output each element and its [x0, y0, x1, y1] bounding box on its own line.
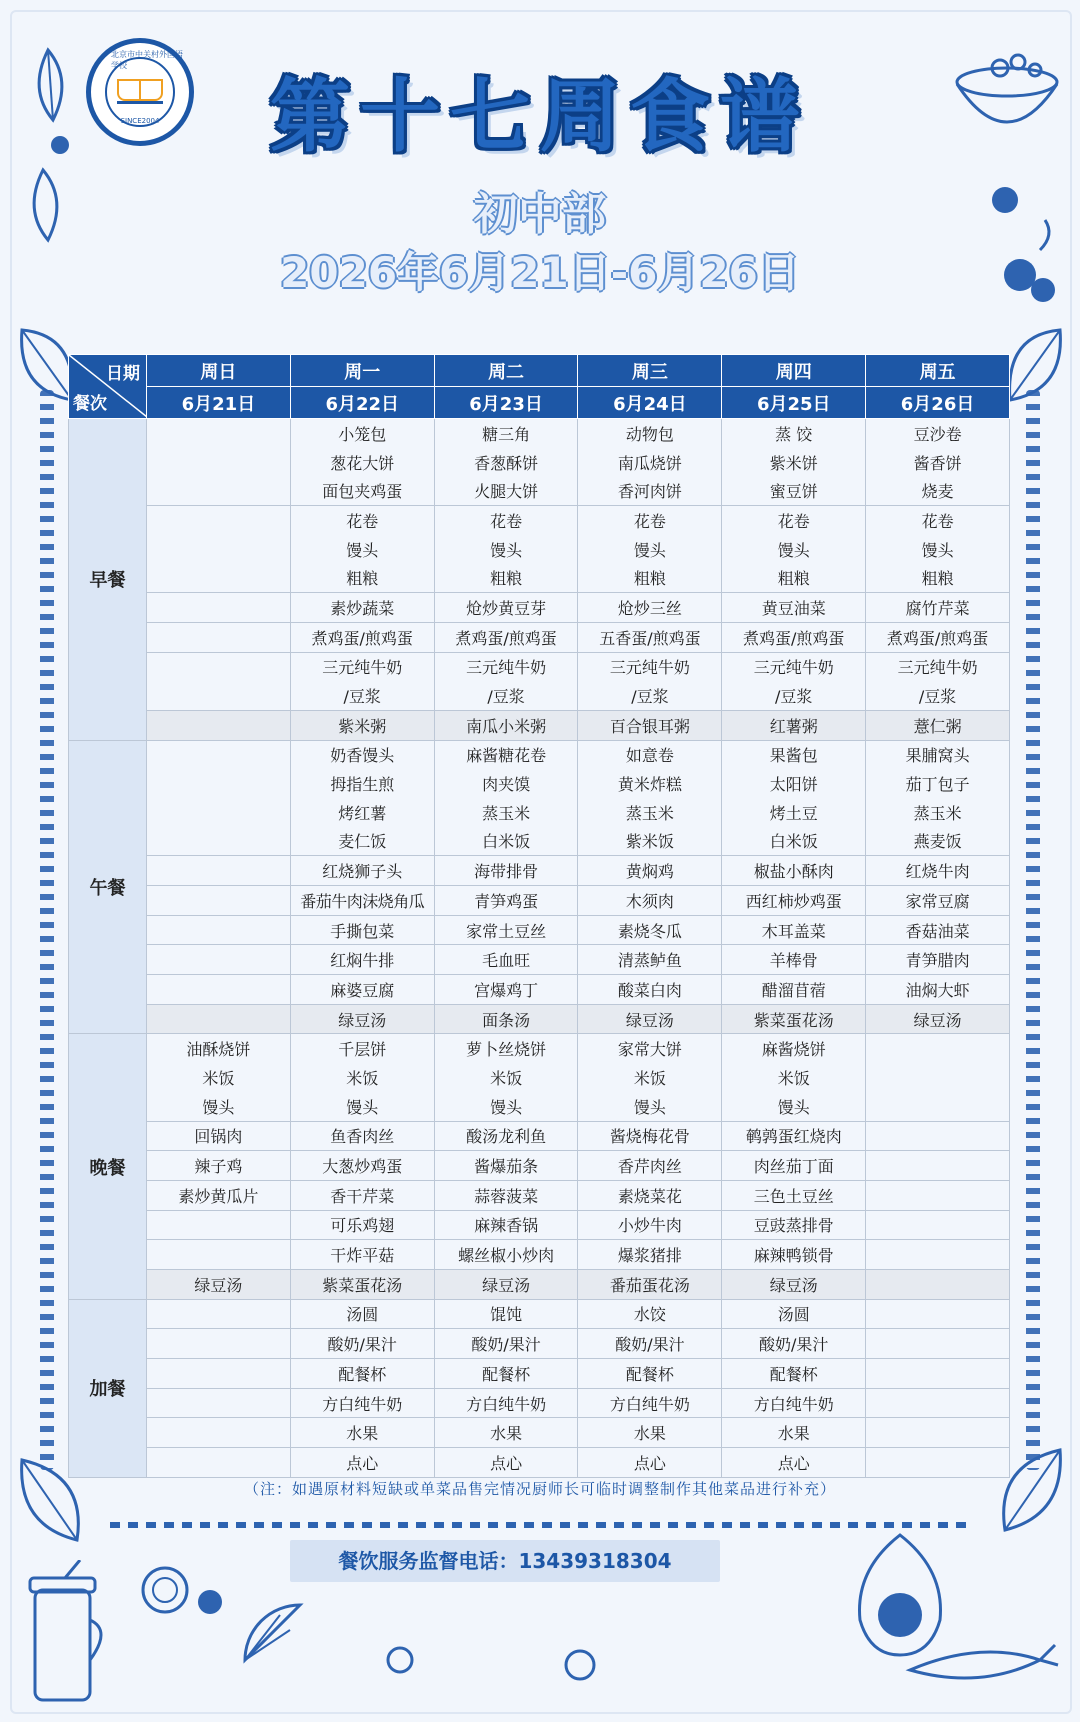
menu-cell — [866, 1210, 1010, 1240]
menu-cell — [147, 1210, 291, 1240]
menu-cell: 葱花大饼 — [290, 448, 434, 477]
menu-cell: 烤红薯 — [290, 798, 434, 827]
menu-cell — [147, 448, 291, 477]
menu-cell: 方白纯牛奶 — [290, 1388, 434, 1418]
menu-cell: 小笼包 — [290, 419, 434, 448]
menu-cell: 毛血旺 — [434, 945, 578, 975]
menu-cell — [147, 506, 291, 535]
menu-cell: 肉丝茄丁面 — [722, 1151, 866, 1181]
table-row — [69, 1063, 1010, 1092]
menu-cell: 千层饼 — [290, 1034, 434, 1063]
menu-cell — [866, 1359, 1010, 1389]
menu-cell: 馄饨 — [434, 1299, 578, 1329]
menu-cell — [147, 886, 291, 916]
menu-cell: 三元纯牛奶 — [578, 652, 722, 681]
menu-cell: 酸奶/果汁 — [290, 1329, 434, 1359]
menu-table — [68, 354, 1010, 1478]
menu-cell: 红薯粥 — [722, 710, 866, 740]
table-row — [69, 1092, 1010, 1121]
menu-cell: 五香蛋/煎鸡蛋 — [578, 622, 722, 652]
menu-cell: 清蒸鲈鱼 — [578, 945, 722, 975]
menu-cell: 花卷 — [578, 506, 722, 535]
menu-cell: 麻婆豆腐 — [290, 975, 434, 1005]
menu-cell: 蜜豆饼 — [722, 476, 866, 505]
menu-cell — [147, 740, 291, 769]
table-row — [69, 915, 1010, 945]
table-row — [69, 1121, 1010, 1151]
menu-cell: 酱烧梅花骨 — [578, 1121, 722, 1151]
menu-cell: 紫米饭 — [578, 827, 722, 856]
day-header: 周二 — [434, 355, 578, 387]
menu-cell: 蒸 饺 — [722, 419, 866, 448]
table-row — [69, 476, 1010, 505]
menu-cell — [866, 1063, 1010, 1092]
menu-cell: 茄丁包子 — [866, 769, 1010, 798]
menu-cell: 红焖牛排 — [290, 945, 434, 975]
menu-cell: 三元纯牛奶 — [866, 652, 1010, 681]
cucumber-icon — [140, 1560, 230, 1620]
menu-cell: 白米饭 — [722, 827, 866, 856]
menu-cell: 配餐杯 — [722, 1359, 866, 1389]
table-row — [69, 1034, 1010, 1063]
page-title: 第十七周食谱 — [270, 70, 810, 163]
menu-cell: 煮鸡蛋/煎鸡蛋 — [722, 622, 866, 652]
table-row — [69, 681, 1010, 710]
menu-cell: 花卷 — [722, 506, 866, 535]
menu-cell: 馒头 — [434, 1092, 578, 1121]
menu-cell: 馒头 — [147, 1092, 291, 1121]
menu-cell — [866, 1299, 1010, 1329]
menu-cell: 水果 — [290, 1418, 434, 1448]
menu-cell: 豆豉蒸排骨 — [722, 1210, 866, 1240]
menu-cell: 炝炒三丝 — [578, 593, 722, 623]
menu-cell — [866, 1034, 1010, 1063]
menu-cell — [147, 915, 291, 945]
menu-cell: 香葱酥饼 — [434, 448, 578, 477]
menu-cell: 素炒黄瓜片 — [147, 1180, 291, 1210]
menu-cell: 米饭 — [434, 1063, 578, 1092]
menu-cell — [147, 798, 291, 827]
menu-cell: 家常豆腐 — [866, 886, 1010, 916]
menu-cell — [147, 593, 291, 623]
menu-cell: 花卷 — [290, 506, 434, 535]
menu-cell: 香干芹菜 — [290, 1180, 434, 1210]
menu-cell — [866, 1418, 1010, 1448]
menu-cell — [147, 1448, 291, 1478]
menu-cell: 百合银耳粥 — [578, 710, 722, 740]
menu-cell: 拇指生煎 — [290, 769, 434, 798]
menu-cell: 粗粮 — [866, 563, 1010, 592]
table-row — [69, 798, 1010, 827]
menu-cell: 萝卜丝烧饼 — [434, 1034, 578, 1063]
menu-cell: 薏仁粥 — [866, 710, 1010, 740]
menu-cell: 青笋鸡蛋 — [434, 886, 578, 916]
menu-cell: 辣子鸡 — [147, 1151, 291, 1181]
carrot-icon — [900, 1630, 1060, 1700]
menu-cell — [147, 1004, 291, 1034]
meal-label: 晚餐 — [69, 1034, 147, 1299]
menu-cell — [147, 1359, 291, 1389]
menu-cell: 馒头 — [434, 535, 578, 564]
page-subtitle: 初中部 — [474, 189, 606, 240]
date-header: 6月26日 — [866, 387, 1010, 419]
footnote: （注：如遇原材料短缺或单菜品售完情况厨师长可临时调整制作其他菜品进行补充） — [243, 1480, 836, 1498]
menu-cell: 麻辣香锅 — [434, 1210, 578, 1240]
menu-cell: 大葱炒鸡蛋 — [290, 1151, 434, 1181]
date-header-row — [69, 387, 1010, 419]
menu-cell: 煮鸡蛋/煎鸡蛋 — [290, 622, 434, 652]
menu-cell: 香芹肉丝 — [578, 1151, 722, 1181]
menu-cell: 宫爆鸡丁 — [434, 975, 578, 1005]
menu-cell: 红烧狮子头 — [290, 856, 434, 886]
menu-cell: 肉夹馍 — [434, 769, 578, 798]
right-wave-border — [1026, 390, 1040, 1470]
menu-cell: 红烧牛肉 — [866, 856, 1010, 886]
menu-cell — [147, 652, 291, 681]
menu-cell: 酸奶/果汁 — [434, 1329, 578, 1359]
table-row — [69, 1269, 1010, 1299]
date-header: 6月24日 — [578, 387, 722, 419]
menu-cell: 配餐杯 — [290, 1359, 434, 1389]
table-row — [69, 1210, 1010, 1240]
meal-label: 早餐 — [69, 419, 147, 741]
menu-cell — [866, 1240, 1010, 1270]
menu-cell: 麻酱糖花卷 — [434, 740, 578, 769]
menu-cell — [866, 1180, 1010, 1210]
table-row — [69, 827, 1010, 856]
logo-since: SINCE2004 — [120, 117, 160, 125]
menu-cell — [147, 681, 291, 710]
menu-cell: 粗粮 — [290, 563, 434, 592]
menu-cell — [147, 419, 291, 448]
logo-ring-text: 北京市中关村外国语学校 — [111, 50, 183, 70]
menu-cell: 鹌鹑蛋红烧肉 — [722, 1121, 866, 1151]
menu-cell: 素烧冬瓜 — [578, 915, 722, 945]
menu-cell: 酸汤龙利鱼 — [434, 1121, 578, 1151]
table-row — [69, 1388, 1010, 1418]
menu-cell: 米饭 — [290, 1063, 434, 1092]
menu-cell — [147, 535, 291, 564]
menu-cell: 紫菜蛋花汤 — [290, 1269, 434, 1299]
menu-cell: 糖三角 — [434, 419, 578, 448]
menu-cell: 米饭 — [722, 1063, 866, 1092]
left-wave-border — [40, 390, 54, 1470]
menu-cell: 馒头 — [578, 1092, 722, 1121]
menu-cell: 回锅肉 — [147, 1121, 291, 1151]
menu-cell: 西红柿炒鸡蛋 — [722, 886, 866, 916]
menu-cell: 三元纯牛奶 — [290, 652, 434, 681]
menu-cell — [147, 1329, 291, 1359]
menu-cell: 煮鸡蛋/煎鸡蛋 — [866, 622, 1010, 652]
menu-cell: 番茄蛋花汤 — [578, 1269, 722, 1299]
menu-cell: 绿豆汤 — [147, 1269, 291, 1299]
menu-cell: 粗粮 — [722, 563, 866, 592]
menu-cell: 三元纯牛奶 — [434, 652, 578, 681]
menu-cell: 南瓜小米粥 — [434, 710, 578, 740]
menu-cell: 酸菜白肉 — [578, 975, 722, 1005]
menu-cell: 火腿大饼 — [434, 476, 578, 505]
menu-cell: 南瓜烧饼 — [578, 448, 722, 477]
menu-cell — [147, 975, 291, 1005]
menu-cell — [147, 769, 291, 798]
menu-cell: 炝炒黄豆芽 — [434, 593, 578, 623]
menu-cell: 水果 — [578, 1418, 722, 1448]
menu-cell: 紫米粥 — [290, 710, 434, 740]
menu-cell: 馒头 — [578, 535, 722, 564]
menu-cell: 方白纯牛奶 — [434, 1388, 578, 1418]
table-row — [69, 593, 1010, 623]
menu-cell: 馒头 — [722, 1092, 866, 1121]
table-row — [69, 1359, 1010, 1389]
menu-cell: 木须肉 — [578, 886, 722, 916]
menu-cell: 素烧菜花 — [578, 1180, 722, 1210]
menu-cell: 麻酱烧饼 — [722, 1034, 866, 1063]
menu-cell — [147, 710, 291, 740]
menu-cell — [147, 1388, 291, 1418]
menu-cell: 燕麦饭 — [866, 827, 1010, 856]
menu-cell: 馒头 — [290, 1092, 434, 1121]
menu-cell: 木耳盖菜 — [722, 915, 866, 945]
menu-cell: 汤圆 — [290, 1299, 434, 1329]
date-header: 6月23日 — [434, 387, 578, 419]
menu-cell: 小炒牛肉 — [578, 1210, 722, 1240]
menu-cell: /豆浆 — [434, 681, 578, 710]
menu-cell: /豆浆 — [290, 681, 434, 710]
table-row — [69, 740, 1010, 769]
menu-cell: 面条汤 — [434, 1004, 578, 1034]
menu-cell: 螺丝椒小炒肉 — [434, 1240, 578, 1270]
menu-cell: 手撕包菜 — [290, 915, 434, 945]
menu-cell: 方白纯牛奶 — [578, 1388, 722, 1418]
menu-cell: 动物包 — [578, 419, 722, 448]
date-header: 6月21日 — [147, 387, 291, 419]
table-row — [69, 652, 1010, 681]
table-row — [69, 769, 1010, 798]
menu-cell: 果脯窝头 — [866, 740, 1010, 769]
menu-cell: /豆浆 — [578, 681, 722, 710]
menu-cell — [147, 1299, 291, 1329]
menu-cell — [147, 1418, 291, 1448]
menu-body — [69, 419, 1010, 1478]
menu-cell: 配餐杯 — [578, 1359, 722, 1389]
menu-cell: 蒸玉米 — [434, 798, 578, 827]
menu-cell: 馒头 — [290, 535, 434, 564]
day-header: 周四 — [722, 355, 866, 387]
menu-cell: 烧麦 — [866, 476, 1010, 505]
meal-label: 午餐 — [69, 740, 147, 1034]
menu-cell: 奶香馒头 — [290, 740, 434, 769]
menu-cell: 蒸玉米 — [578, 798, 722, 827]
menu-cell: 米饭 — [578, 1063, 722, 1092]
menu-cell — [866, 1151, 1010, 1181]
menu-cell: 绿豆汤 — [866, 1004, 1010, 1034]
menu-cell — [147, 856, 291, 886]
menu-cell — [866, 1448, 1010, 1478]
menu-cell: 水果 — [722, 1418, 866, 1448]
menu-cell: 爆浆猪排 — [578, 1240, 722, 1270]
menu-cell: 三元纯牛奶 — [722, 652, 866, 681]
menu-cell: 白米饭 — [434, 827, 578, 856]
table-row — [69, 1448, 1010, 1478]
menu-cell: 点心 — [290, 1448, 434, 1478]
table-row — [69, 448, 1010, 477]
menu-cell: 麻辣鸭锁骨 — [722, 1240, 866, 1270]
menu-cell: 油酥烧饼 — [147, 1034, 291, 1063]
menu-cell: /豆浆 — [866, 681, 1010, 710]
menu-cell: 三色土豆丝 — [722, 1180, 866, 1210]
menu-cell: 绿豆汤 — [290, 1004, 434, 1034]
day-header-row — [69, 355, 1010, 387]
table-row — [69, 535, 1010, 564]
menu-cell: 家常大饼 — [578, 1034, 722, 1063]
menu-cell: 番茄牛肉沫烧角瓜 — [290, 886, 434, 916]
table-row — [69, 945, 1010, 975]
menu-cell: 香菇油菜 — [866, 915, 1010, 945]
menu-cell: 油焖大虾 — [866, 975, 1010, 1005]
menu-cell: 椒盐小酥肉 — [722, 856, 866, 886]
menu-cell: 绿豆汤 — [722, 1269, 866, 1299]
bottom-wave-border — [110, 1522, 970, 1528]
table-row — [69, 1329, 1010, 1359]
menu-cell: 豆沙卷 — [866, 419, 1010, 448]
table-row — [69, 419, 1010, 448]
date-range: 2026年6月21日-6月26日 — [280, 248, 800, 297]
table-row — [69, 1151, 1010, 1181]
menu-cell: 紫菜蛋花汤 — [722, 1004, 866, 1034]
menu-cell: 海带排骨 — [434, 856, 578, 886]
corner-meal-label: 餐次 — [73, 394, 107, 414]
menu-cell: 酸奶/果汁 — [722, 1329, 866, 1359]
menu-cell: 香河肉饼 — [578, 476, 722, 505]
menu-cell: 酱香饼 — [866, 448, 1010, 477]
menu-cell: 干炸平菇 — [290, 1240, 434, 1270]
menu-cell — [866, 1121, 1010, 1151]
menu-cell — [866, 1388, 1010, 1418]
table-row — [69, 1180, 1010, 1210]
menu-cell: 点心 — [434, 1448, 578, 1478]
menu-cell — [866, 1269, 1010, 1299]
menu-cell: 紫米饼 — [722, 448, 866, 477]
table-row — [69, 1004, 1010, 1034]
menu-cell: 如意卷 — [578, 740, 722, 769]
menu-cell: 黄焖鸡 — [578, 856, 722, 886]
day-header: 周三 — [578, 355, 722, 387]
day-header: 周五 — [866, 355, 1010, 387]
menu-cell: 家常土豆丝 — [434, 915, 578, 945]
menu-cell: 点心 — [578, 1448, 722, 1478]
table-row — [69, 1299, 1010, 1329]
table-row — [69, 1418, 1010, 1448]
lemon-icon — [240, 1600, 310, 1670]
menu-cell: 素炒蔬菜 — [290, 593, 434, 623]
menu-cell — [866, 1329, 1010, 1359]
corner-date-label: 日期 — [106, 364, 140, 384]
blueberry-icon — [380, 1625, 620, 1695]
menu-cell: 果酱包 — [722, 740, 866, 769]
menu-cell: 烤土豆 — [722, 798, 866, 827]
menu-cell: 蒜蓉菠菜 — [434, 1180, 578, 1210]
menu-cell: 馒头 — [866, 535, 1010, 564]
menu-cell: 花卷 — [866, 506, 1010, 535]
table-row — [69, 710, 1010, 740]
menu-cell — [147, 563, 291, 592]
table-row — [69, 975, 1010, 1005]
menu-cell: 黄米炸糕 — [578, 769, 722, 798]
meal-label: 加餐 — [69, 1299, 147, 1477]
menu-cell: 绿豆汤 — [578, 1004, 722, 1034]
menu-cell — [866, 1092, 1010, 1121]
day-header: 周一 — [290, 355, 434, 387]
date-header: 6月25日 — [722, 387, 866, 419]
corner-header — [69, 355, 147, 419]
table-row — [69, 622, 1010, 652]
menu-cell: 粗粮 — [578, 563, 722, 592]
menu-cell: 蒸玉米 — [866, 798, 1010, 827]
service-hotline: 餐饮服务监督电话：13439318304 — [290, 1540, 720, 1582]
menu-cell — [147, 476, 291, 505]
menu-cell: 绿豆汤 — [434, 1269, 578, 1299]
menu-cell: 花卷 — [434, 506, 578, 535]
menu-cell: 鱼香肉丝 — [290, 1121, 434, 1151]
menu-cell: 点心 — [722, 1448, 866, 1478]
menu-cell: 馒头 — [722, 535, 866, 564]
menu-cell: 青笋腊肉 — [866, 945, 1010, 975]
menu-cell: 水饺 — [578, 1299, 722, 1329]
menu-cell: 太阳饼 — [722, 769, 866, 798]
menu-cell: 醋溜苜蓿 — [722, 975, 866, 1005]
menu-cell: 水果 — [434, 1418, 578, 1448]
table-row — [69, 506, 1010, 535]
menu-cell: 煮鸡蛋/煎鸡蛋 — [434, 622, 578, 652]
menu-cell — [147, 1240, 291, 1270]
table-row — [69, 856, 1010, 886]
menu-cell: 可乐鸡翅 — [290, 1210, 434, 1240]
menu-cell: 面包夹鸡蛋 — [290, 476, 434, 505]
table-row — [69, 563, 1010, 592]
jar-icon — [20, 1560, 115, 1710]
menu-cell: 粗粮 — [434, 563, 578, 592]
date-header: 6月22日 — [290, 387, 434, 419]
menu-cell: 配餐杯 — [434, 1359, 578, 1389]
menu-cell — [147, 827, 291, 856]
table-row — [69, 886, 1010, 916]
menu-cell: 酱爆茄条 — [434, 1151, 578, 1181]
menu-cell: 酸奶/果汁 — [578, 1329, 722, 1359]
menu-cell: 米饭 — [147, 1063, 291, 1092]
table-row — [69, 1240, 1010, 1270]
menu-cell: 黄豆油菜 — [722, 593, 866, 623]
menu-cell: 麦仁饭 — [290, 827, 434, 856]
day-header: 周日 — [147, 355, 291, 387]
menu-cell: 方白纯牛奶 — [722, 1388, 866, 1418]
menu-cell — [147, 622, 291, 652]
menu-cell: 羊棒骨 — [722, 945, 866, 975]
menu-cell: 腐竹芹菜 — [866, 593, 1010, 623]
menu-cell — [147, 945, 291, 975]
menu-cell: /豆浆 — [722, 681, 866, 710]
menu-cell: 汤圆 — [722, 1299, 866, 1329]
